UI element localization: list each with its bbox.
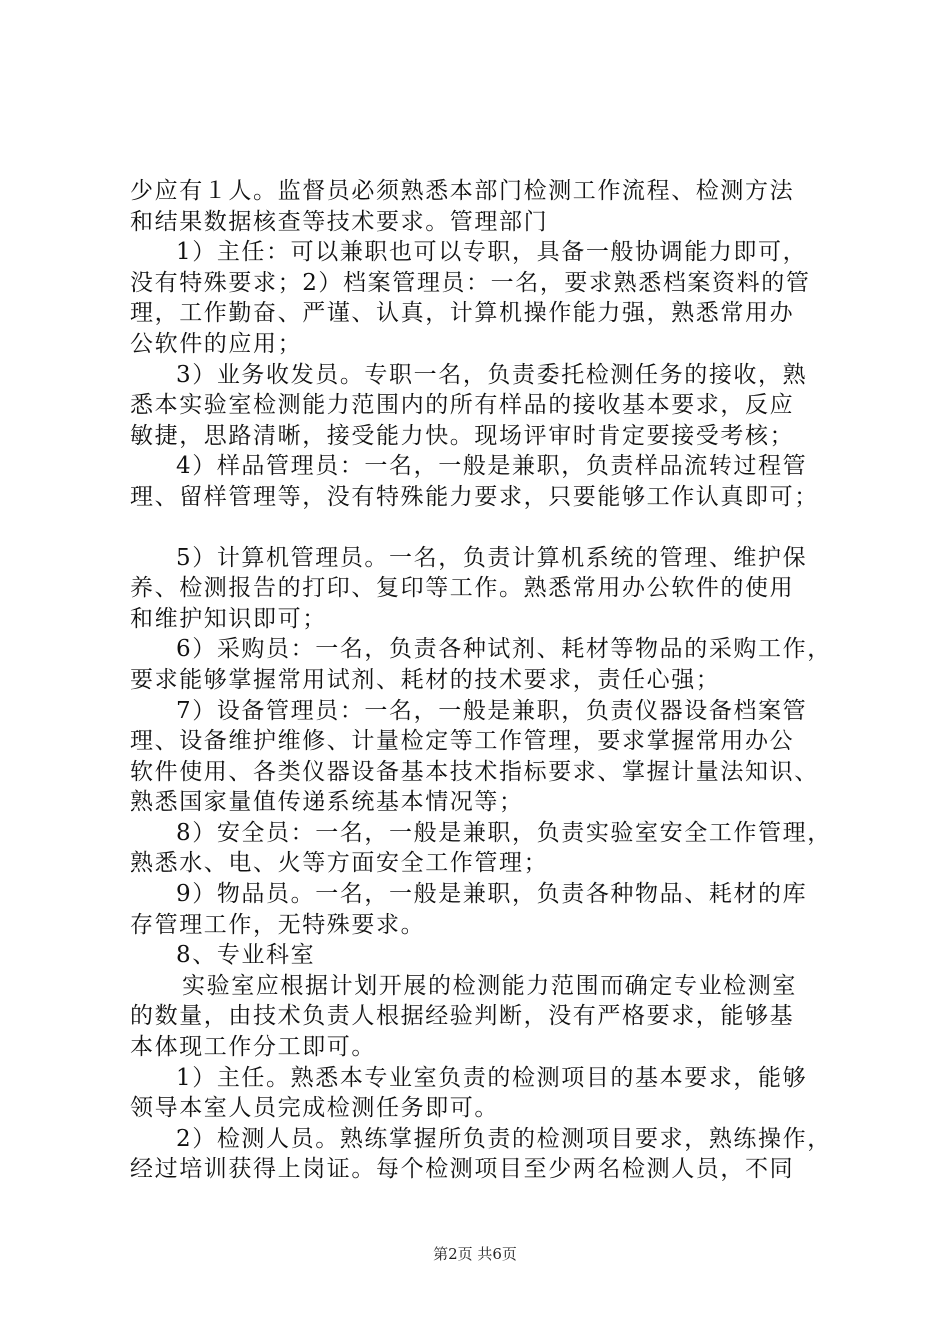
- text-line: 养、检测报告的打印、复印等工作。熟悉常用办公软件的使用: [130, 575, 795, 602]
- text-line: 理、设备维护维修、计量检定等工作管理，要求掌握常用办公: [130, 728, 795, 755]
- text-line: 实验室应根据计划开展的检测能力范围而确定专业检测室: [182, 972, 797, 999]
- text-line: 没有特殊要求；2）档案管理员：一名，要求熟悉档案资料的管: [130, 269, 811, 296]
- document-body: [130, 176, 830, 1185]
- text-line: 公软件的应用；: [130, 330, 303, 357]
- text-line: 要求能够掌握常用试剂、耗材的技术要求，责任心强；: [130, 666, 721, 693]
- text-line: 4）样品管理员：一名，一般是兼职，负责样品流转过程管: [176, 453, 808, 480]
- text-line: 5）计算机管理员。一名，负责计算机系统的管理、维护保: [176, 544, 808, 571]
- text-line: 熟悉水、电、火等方面安全工作管理；: [130, 850, 549, 877]
- text-line: 的数量，由技术负责人根据经验判断，没有严格要求，能够基: [130, 1003, 795, 1030]
- text-line: 2）检测人员。熟练掌握所负责的检测项目要求，熟练操作，: [176, 1125, 832, 1152]
- section-heading: 8、专业科室: [176, 942, 316, 969]
- text-line: 领导本室人员完成检测任务即可。: [130, 1095, 499, 1122]
- text-line: 3）业务收发员。专职一名，负责委托检测任务的接收，熟: [176, 361, 808, 388]
- text-line: 6）采购员：一名，负责各种试剂、耗材等物品的采购工作，: [176, 636, 832, 663]
- text-line: 和结果数据核查等技术要求。管理部门: [130, 208, 549, 235]
- text-line: 1）主任。熟悉本专业室负责的检测项目的基本要求，能够: [176, 1064, 808, 1091]
- text-line: 8）安全员：一名，一般是兼职，负责实验室安全工作管理，: [176, 819, 832, 846]
- text-line: 7）设备管理员：一名，一般是兼职，负责仪器设备档案管: [176, 697, 808, 724]
- text-line: 1）主任：可以兼职也可以专职，具备一般协调能力即可，: [176, 239, 808, 266]
- text-line: 少应有１人。监督员必须熟悉本部门检测工作流程、检测方法: [130, 178, 795, 204]
- text-line: 理，工作勤奋、严谨、认真，计算机操作能力强，熟悉常用办: [130, 300, 795, 327]
- text-line: 软件使用、各类仪器设备基本技术指标要求、掌握计量法知识、: [130, 758, 819, 785]
- page-number-footer: 第2页 共6页: [433, 1245, 517, 1263]
- text-line: 悉本实验室检测能力范围内的所有样品的接收基本要求，反应: [130, 392, 795, 419]
- text-line: 敏捷，思路清晰，接受能力快。现场评审时肯定要接受考核；: [130, 422, 795, 449]
- text-line: 本体现工作分工即可。: [130, 1034, 376, 1061]
- text-line: 经过培训获得上岗证。每个检测项目至少两名检测人员，不同: [130, 1156, 795, 1183]
- text-line: 熟悉国家量值传递系统基本情况等；: [130, 789, 524, 816]
- text-line: 存管理工作，无特殊要求。: [130, 911, 426, 938]
- text-line: 理、留样管理等，没有特殊能力要求，只要能够工作认真即可；: [130, 483, 819, 510]
- paragraph-gap: [130, 513, 830, 543]
- text-line: 9）物品员。一名，一般是兼职，负责各种物品、耗材的库: [176, 881, 808, 908]
- text-line: 和维护知识即可；: [130, 605, 327, 632]
